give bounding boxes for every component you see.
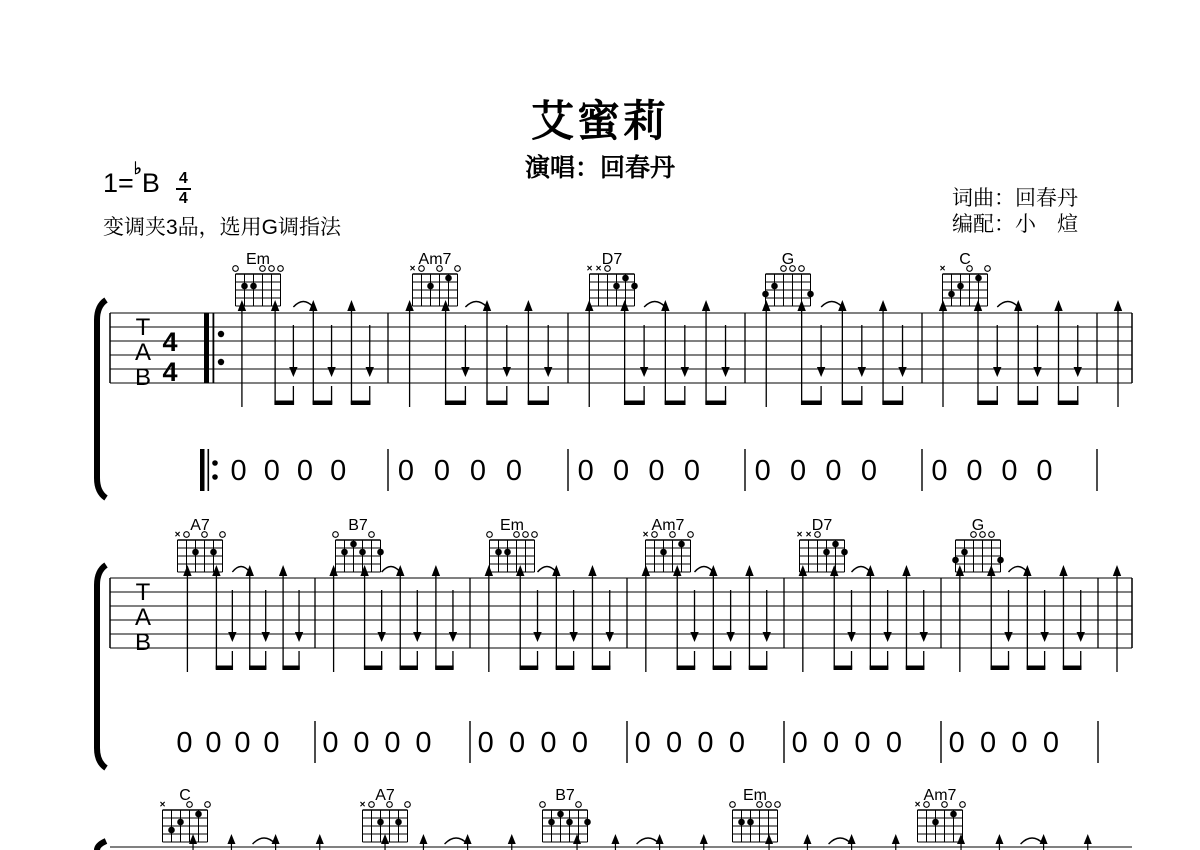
rest-zero: 0 [505,455,523,487]
beam [282,666,299,671]
svg-text:C: C [179,787,191,804]
chord-diagram-B7 [540,787,591,842]
muted-string-marker: × [595,263,602,275]
measure [585,300,745,407]
beam [1018,401,1039,406]
rest-line [200,449,1097,491]
rest-zero: 0 [540,727,557,759]
rest-zero: 0 [263,455,280,487]
open-string-marker [220,532,226,538]
credit-words-music: 词曲：回春丹 [952,187,1078,210]
open-string-marker [766,802,772,808]
staff-lines [110,313,1132,383]
slur-arc [538,567,557,573]
finger-dot [350,541,357,548]
open-string-marker [278,266,284,272]
svg-text:4: 4 [162,357,178,387]
finger-dot [932,819,939,826]
open-string-marker [540,802,546,808]
finger-dot [504,549,511,556]
rest-zero: 0 [634,727,651,759]
rest-zero: 0 [397,455,415,487]
beam [713,666,732,671]
beam [249,666,266,671]
beam [677,666,696,671]
slur-arc [695,567,714,573]
chord-diagram-B7 [333,517,384,572]
rest-zero: 0 [966,455,983,487]
rest-zero: 0 [854,727,871,759]
chord-diagram-D7 [797,517,848,572]
finger-dot [738,819,745,826]
beam [870,666,889,671]
rest-zero: 0 [234,727,251,759]
finger-dot [747,819,754,826]
beam [313,401,333,406]
flat-sign: ♭ [133,159,142,178]
beam [528,401,549,406]
finger-dot [823,549,830,556]
slur-arc [293,302,313,308]
rest-zero: 0 [754,455,771,487]
svg-text:G: G [781,251,795,268]
chord-diagram-C [940,251,991,306]
slur-arc [1009,567,1028,573]
rest-zero: 0 [415,727,432,759]
beam [445,401,466,406]
rest-zero: 0 [697,727,714,759]
system-bracket [97,841,106,850]
finger-dot [566,819,573,826]
beam [435,666,453,671]
finger-dot [557,811,564,818]
finger-dot [195,811,202,818]
rest-zero: 0 [1036,455,1053,487]
open-string-marker [333,532,339,538]
tab-clef [135,579,151,656]
finger-dot [584,819,591,826]
rest-zero: 0 [1011,727,1028,759]
open-string-marker [960,802,966,808]
muted-string-marker: × [914,799,921,811]
finger-dot [678,541,685,548]
measure [238,300,388,407]
finger-dot [950,811,957,818]
measure [799,565,941,672]
chord-diagram-D7 [587,251,638,306]
finger-dot [832,541,839,548]
slur-arc [644,302,665,308]
beam [274,401,294,406]
beam [801,401,822,406]
svg-text:C: C [959,251,971,268]
finger-dot [952,557,959,564]
open-string-marker [799,266,805,272]
rest-zero: 0 [823,727,840,759]
rest-zero: 0 [666,727,683,759]
chord-diagram-A7 [360,787,411,842]
finger-dot [168,827,175,834]
rest-zero: 0 [825,455,842,487]
rest-zero: 0 [683,455,700,487]
system-bracket [97,300,106,498]
beam [749,666,768,671]
finger-dot [250,283,257,290]
beam [991,666,1010,671]
finger-dot [241,283,248,290]
slur-arc [232,567,249,573]
rest-zero: 0 [205,727,222,759]
rest-zero: 0 [230,455,247,487]
open-string-marker [523,532,529,538]
rest-zero: 0 [296,455,314,487]
rest-zero: 0 [948,727,965,759]
finger-dot [445,275,452,282]
finger-dot [841,549,848,556]
finger-dot [975,275,982,282]
finger-dot [210,549,217,556]
beam [556,666,575,671]
rest-zero: 0 [263,727,280,759]
muted-string-marker: × [586,263,593,275]
open-string-marker [775,802,781,808]
measure [762,300,922,407]
chord-diagram-Am7 [915,787,966,842]
finger-dot [807,291,814,298]
beam [834,666,853,671]
rest-zero: 0 [330,455,347,487]
muted-string-marker: × [409,263,416,275]
measure [642,565,784,672]
repeat-sign-start [204,313,224,383]
open-string-marker [455,266,461,272]
svg-text:Em: Em [743,787,767,804]
beam [1027,666,1046,671]
open-string-marker [730,802,736,808]
svg-text:T: T [135,314,151,341]
rest-zero: 0 [931,455,948,487]
beam [977,401,998,406]
finger-dot [622,275,629,282]
finger-dot [377,549,384,556]
open-string-marker [688,532,694,538]
rest-zero: 0 [353,727,370,759]
slur-arc [465,302,487,308]
song-title: 艾蜜莉 [531,98,669,146]
rest-zero: 0 [648,455,665,487]
finger-dot [359,549,366,556]
muted-string-marker: × [939,263,946,275]
finger-dot [548,819,555,826]
svg-text:Am7: Am7 [923,787,957,804]
svg-text:A7: A7 [190,517,210,534]
svg-text:A: A [134,604,152,631]
system-bracket [97,565,106,768]
svg-text:Am7: Am7 [418,251,452,268]
chord-diagram-G [762,251,814,306]
rest-zero: 0 [477,727,494,759]
rest-zero: 0 [1042,727,1059,759]
open-string-marker [369,802,375,808]
finger-dot [771,283,778,290]
muted-string-marker: × [359,799,366,811]
rest-zero: 0 [571,727,588,759]
muted-string-marker: × [796,529,803,541]
finger-dot [948,291,955,298]
capo-instruction: 变调夹3品，选用G调指法 [103,216,342,239]
rest-zero: 0 [469,455,487,487]
open-string-marker [405,802,411,808]
time-signature-bottom: 4 [178,190,188,207]
rest-zero: 0 [791,727,808,759]
chord-diagram-G [952,517,1004,572]
open-string-marker [985,266,991,272]
finger-dot [957,283,964,290]
open-string-marker [576,802,582,808]
svg-text:T: T [135,579,151,606]
finger-dot [762,291,769,298]
beam [592,666,611,671]
beam [1058,401,1079,406]
beam [216,666,233,671]
beam [486,401,507,406]
rest-zero: 0 [433,455,451,487]
chord-diagram-Am7 [643,517,694,572]
beam [882,401,903,406]
finger-dot [377,819,384,826]
open-string-marker [532,532,538,538]
svg-text:A: A [134,339,152,366]
beam [1063,666,1082,671]
system-3 [97,787,1132,850]
beam [351,401,371,406]
muted-string-marker: × [159,799,166,811]
rest-zero: 0 [176,727,193,759]
open-string-marker [269,266,275,272]
beam [364,666,382,671]
finger-dot [613,283,620,290]
beam [842,401,863,406]
measure [939,300,1097,407]
rest-zero: 0 [613,455,630,487]
open-string-marker [989,532,995,538]
rest-zero: 0 [885,727,902,759]
open-string-marker [369,532,375,538]
measure [956,565,1098,672]
slur-arc [382,567,401,573]
muted-string-marker: × [642,529,649,541]
svg-text:B: B [134,629,152,656]
rest-zero: 0 [790,455,807,487]
chord-diagram-Em [730,787,781,842]
rest-zero: 0 [728,727,745,759]
staff-time-signature [162,327,177,387]
rest-zero: 0 [384,727,401,759]
svg-text:Am7: Am7 [651,517,685,534]
svg-text:B7: B7 [348,517,368,534]
finger-dot [192,549,199,556]
rest-line [176,721,1098,763]
svg-text:D7: D7 [811,517,833,534]
rest-zero: 0 [1001,455,1018,487]
svg-text:D7: D7 [601,251,623,268]
finger-dot [660,549,667,556]
finger-dot [997,557,1004,564]
finger-dot [961,549,968,556]
song-artist-line: 演唱：回春丹 [524,154,676,182]
measure [485,565,627,672]
open-string-marker [487,532,493,538]
svg-text:Em: Em [246,251,270,268]
svg-text:B7: B7 [555,787,575,804]
chord-diagram-Em [487,517,538,572]
open-string-marker [205,802,211,808]
finger-dot [341,549,348,556]
beam [400,666,418,671]
open-string-marker [233,266,239,272]
svg-text:A7: A7 [375,787,395,804]
system-2 [97,517,1132,768]
rest-zero: 0 [860,455,877,487]
measure [183,565,315,672]
finger-dot [495,549,502,556]
chord-diagram-Am7 [410,251,461,306]
slur-arc [852,567,871,573]
chord-diagram-C [160,787,211,842]
svg-text:G: G [971,517,985,534]
key-note: B [141,168,160,198]
svg-text:4: 4 [162,327,178,357]
muted-string-marker: × [174,529,181,541]
open-string-marker [184,532,190,538]
staff-lines [110,578,1132,648]
rest-zero: 0 [322,727,339,759]
finger-dot [395,819,402,826]
time-signature-top: 4 [178,170,188,187]
chord-diagram-A7 [175,517,226,572]
beam [624,401,645,406]
finger-dot [177,819,184,826]
finger-dot [631,283,638,290]
chord-diagram-Em [233,251,284,306]
beam [665,401,686,406]
beam [906,666,925,671]
measure [405,300,568,407]
svg-text:Em: Em [500,517,524,534]
svg-text:B: B [134,364,152,391]
system-1 [97,251,1132,498]
beam [520,666,539,671]
muted-string-marker: × [805,529,812,541]
rest-zero: 0 [577,455,594,487]
tab-clef [135,314,151,391]
measure [329,565,470,672]
beam [705,401,726,406]
credit-arrangement: 编配：小 煊 [952,212,1078,236]
rest-zero: 0 [509,727,526,759]
slur-arc [997,302,1018,308]
key-prefix: 1= [103,168,134,198]
rest-zero: 0 [980,727,997,759]
finger-dot [427,283,434,290]
slur-arc [821,302,842,308]
